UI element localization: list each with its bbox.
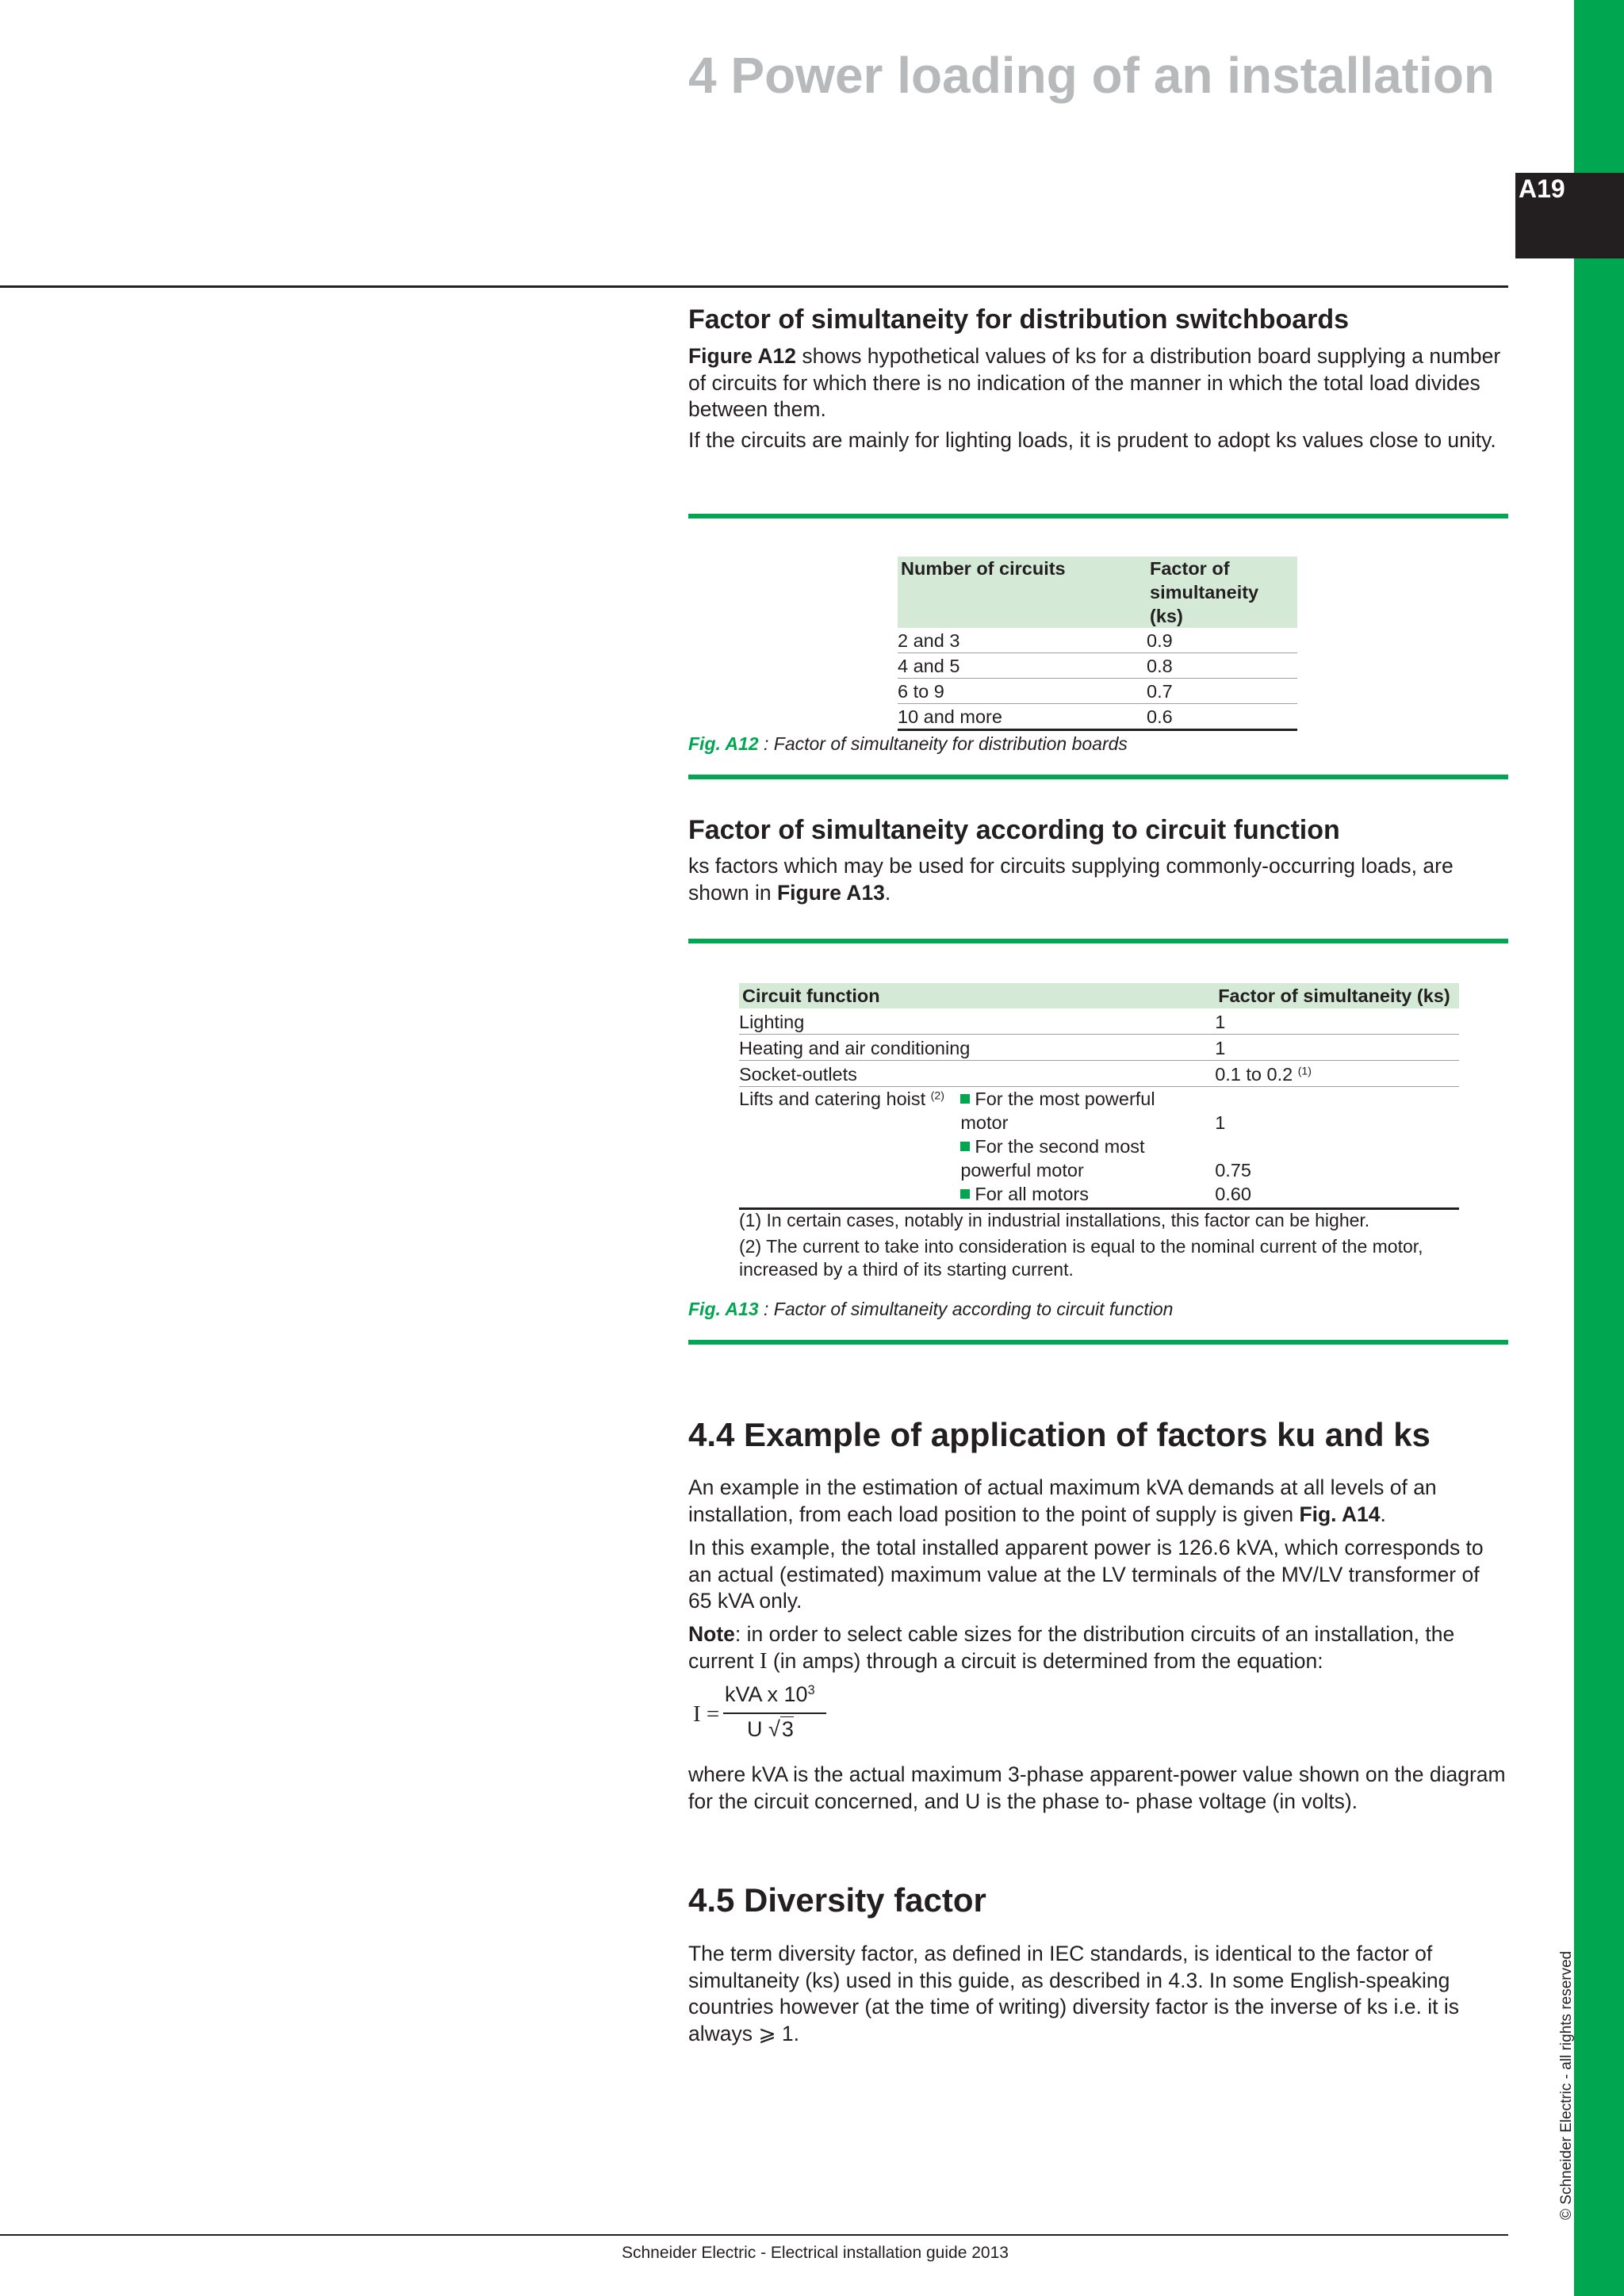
table-row: Heating and air conditioning 1	[739, 1035, 1459, 1061]
list-item: For all motors	[960, 1182, 1215, 1206]
figure-caption-a13: Fig. A13 : Factor of simultaneity according to circuit function	[688, 1299, 1174, 1319]
heading-section-4-4: 4.4 Example of application of factors ku and ks	[688, 1416, 1431, 1453]
paragraph-4-4-note: Note: in order to select cable sizes for the distribution circuits of an installation, the current I (in amps) through a circuit is determined from the equation:	[688, 1622, 1455, 1674]
heading-section-4-5: 4.5 Diversity factor	[688, 1881, 986, 1919]
list-item: For the most powerful	[960, 1087, 1215, 1111]
list-item: powerful motor	[960, 1160, 1084, 1181]
figure-divider	[688, 514, 1508, 519]
table-row: 6 to 9 0.7	[898, 679, 1297, 704]
table-header-cell: Circuit function	[739, 983, 1215, 1008]
table-footnote-1: (1) In certain cases, notably in industrial installations, this factor can be higher.	[739, 1210, 1370, 1230]
page-number-tab	[1515, 173, 1624, 258]
table-row: Lighting 1	[739, 1008, 1459, 1035]
table-row: 4 and 5 0.8	[898, 653, 1297, 679]
figure-divider	[688, 775, 1508, 779]
figure-ref: Figure A12	[688, 344, 796, 368]
heading-switchboards: Factor of simultaneity for distribution switchboards	[688, 304, 1350, 335]
chapter-title: 4 Power loading of an installation	[688, 47, 1495, 104]
paragraph-switchboards-2: If the circuits are mainly for lighting loads, it is prudent to adopt ks values close to unity.	[688, 428, 1496, 452]
lift-value: 1	[1215, 1112, 1226, 1133]
bullet-square-icon	[960, 1142, 970, 1151]
fraction-bar	[723, 1712, 826, 1714]
lift-motor-list	[960, 1087, 1215, 1209]
side-brand-bar	[1574, 0, 1624, 2296]
page-number: A19	[1519, 174, 1565, 203]
paragraph-circuit-function: ks factors which may be used for circuits supplying commonly-occurring loads, are shown in Figure A13.	[688, 854, 1454, 905]
paragraph-4-4-3: where kVA is the actual maximum 3-phase apparent-power value shown on the diagram for the circuit concerned, and U is the phase to- phase voltage (in volts).	[688, 1762, 1506, 1813]
paragraph-4-5: The term diversity factor, as defined in IEC standards, is identical to the factor of simultaneity (ks) used in this guide, as described in 4.3. In some English-speaking countries however (at the time of writing) diversity factor is the inverse of ks i.e. it is always ⩾ 1.	[688, 1942, 1460, 2045]
lift-value: 0.60	[1215, 1184, 1251, 1204]
table-row: Socket-outlets 0.1 to 0.2 $^{(1)}$	[739, 1061, 1459, 1087]
paragraph-4-4-1: An example in the estimation of actual maximum kVA demands at all levels of an installation, from each load position to the point of supply is given Fig. A14.	[688, 1475, 1437, 1526]
table-footnote-2: (2) The current to take into consideration is equal to the nominal current of the motor, increased by a third of its starting current.	[739, 1236, 1423, 1280]
heading-circuit-function: Factor of simultaneity according to circuit function	[688, 815, 1340, 845]
table-header-cell: Number of circuits	[898, 557, 1147, 628]
list-item: For the second most	[960, 1135, 1215, 1158]
figure-caption-a12: Fig. A12 : Factor of simultaneity for distribution boards	[688, 733, 1128, 754]
table-header-row	[898, 557, 1297, 628]
table-header-cell: Factor of simultaneity (ks)	[1147, 557, 1297, 628]
figure-divider	[688, 1340, 1508, 1345]
formula-numerator: kVA x $10^3$	[725, 1682, 815, 1706]
table-header-cell: Factor of simultaneity (ks)	[1215, 983, 1459, 1008]
bullet-square-icon	[960, 1094, 970, 1104]
table-row: 2 and 3 0.9	[898, 628, 1297, 653]
table-a12	[898, 557, 1297, 731]
figure-divider	[688, 939, 1508, 943]
formula-denominator: U √3	[747, 1717, 794, 1741]
table-header-row	[739, 983, 1459, 1008]
paragraph-switchboards-1: Figure A12 shows hypothetical values of ks for a distribution board supplying a number of circuits for which there is no indication of the manner in which the total load divides between them.	[688, 344, 1501, 421]
formula-lhs: I =	[693, 1701, 720, 1727]
footnote-mark: (1)	[1297, 1064, 1312, 1077]
bullet-square-icon	[960, 1189, 970, 1199]
table-row: 10 and more 0.6	[898, 704, 1297, 730]
table-a13	[739, 983, 1459, 1210]
footer-rule	[0, 2234, 1508, 2236]
lift-value: 0.75	[1215, 1160, 1251, 1181]
table-row: Lifts and catering hoist $^{(2)}$ For the most powerful motor For the second most powerful motor For all motors 1 0.75 0.60	[739, 1087, 1459, 1209]
header-rule	[0, 285, 1508, 288]
footnote-mark: (2)	[930, 1089, 944, 1102]
copyright-notice: © Schneider Electric - all rights reserved	[1558, 1950, 1575, 2220]
list-item: motor	[960, 1112, 1009, 1133]
paragraph-4-4-2: In this example, the total installed apparent power is 126.6 kVA, which corresponds to an actual (estimated) maximum value at the LV terminals of the MV/LV transformer of 65 kVA only.	[688, 1536, 1484, 1613]
